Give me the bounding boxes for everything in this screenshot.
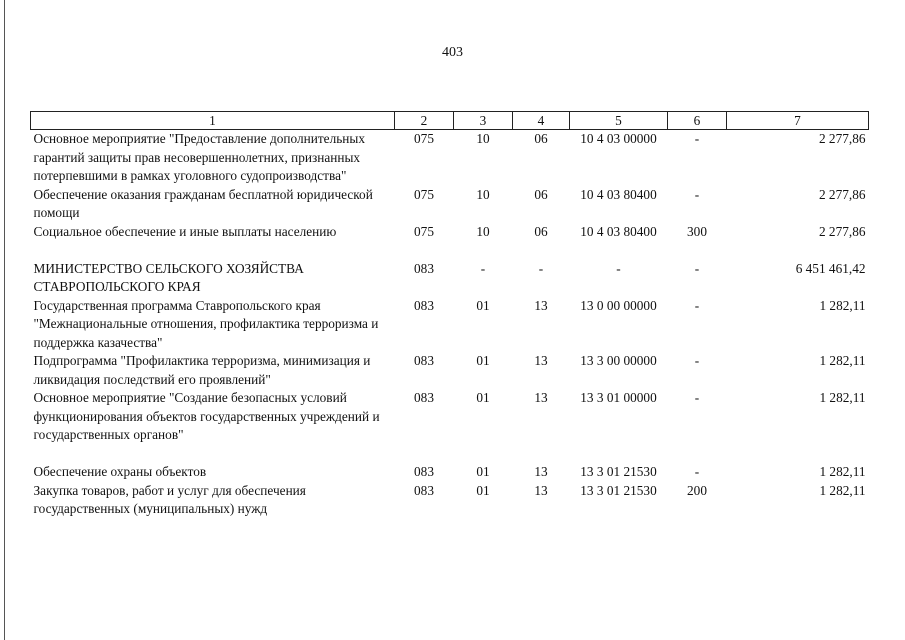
row-target-code: 10 4 03 80400: [580, 223, 657, 239]
row-amount: 1 282,11: [819, 464, 866, 479]
row-subsection-code: 06: [534, 131, 548, 146]
row-spacer: [31, 445, 869, 464]
row-expense-type: -: [694, 390, 700, 405]
row-subsection-code: 13: [534, 353, 548, 368]
row-subsection-code: 06: [534, 223, 548, 239]
row-name: МИНИСТЕРСТВО СЕЛЬСКОГО ХОЗЯЙСТВА СТАВРОПОЛЬСКОГО КРАЯ: [33, 260, 304, 294]
row-subsection-code: -: [538, 260, 544, 276]
row-target-code: 13 3 01 21530: [580, 464, 657, 479]
row-section-code: 10: [476, 131, 490, 146]
row-expense-type: 300: [687, 223, 707, 239]
row-target-code: 10 4 03 00000: [580, 131, 657, 146]
row-amount: 1 282,11: [819, 353, 866, 368]
row-amount: 1 282,11: [819, 297, 866, 313]
table-row: [31, 186, 869, 223]
table-row: [31, 297, 869, 353]
row-section-code: 10: [476, 223, 490, 239]
row-ved-code: 083: [414, 464, 434, 479]
table-row: [31, 352, 869, 389]
row-subsection-code: 13: [534, 390, 548, 405]
table-row: [31, 389, 869, 445]
row-amount: 1 282,11: [819, 482, 866, 498]
row-ved-code: 083: [414, 297, 434, 313]
row-ved-code: 083: [414, 390, 434, 405]
header-col-5: 5: [570, 112, 668, 130]
row-amount: 2 277,86: [818, 131, 866, 146]
row-target-code: 13 0 00 00000: [580, 297, 657, 313]
row-ved-code: 083: [414, 353, 434, 368]
table-row: [31, 463, 869, 482]
row-section-code: 01: [476, 390, 490, 405]
row-ved-code: 075: [414, 131, 434, 146]
table-header: [31, 112, 869, 130]
table-body: [31, 130, 869, 519]
budget-table: [30, 111, 869, 519]
header-row: [31, 112, 869, 130]
row-ved-code: 075: [414, 186, 434, 202]
row-name: Обеспечение охраны объектов: [33, 464, 207, 479]
row-target-code: 13 3 00 00000: [580, 353, 657, 368]
spacer-cell: [31, 241, 869, 260]
page-left-edge: [4, 0, 5, 640]
row-name: Подпрограмма "Профилактика терроризма, минимизация и ликвидация последствий его проявлений": [33, 353, 371, 387]
row-name: Государственная программа Ставропольского края "Межнациональные отношения, профилактика терроризма и поддержка казачества": [33, 297, 379, 350]
row-name: Основное мероприятие "Создание безопасных условий функционирования объектов государственных учреждений и государственных органов": [33, 390, 380, 442]
header-col-7: 7: [727, 112, 869, 130]
table-row: [31, 260, 869, 297]
row-expense-type: -: [694, 260, 700, 276]
page-number: 403: [442, 45, 463, 60]
row-ved-code: 083: [414, 260, 434, 276]
spacer-cell: [31, 445, 869, 464]
row-ved-code: 083: [414, 482, 434, 498]
header-col-2: 2: [395, 112, 454, 130]
row-target-code: 13 3 01 21530: [580, 482, 657, 498]
row-target-code: -: [616, 260, 621, 276]
row-subsection-code: 06: [534, 186, 548, 202]
header-col-3: 3: [454, 112, 513, 130]
row-target-code: 13 3 01 00000: [580, 390, 657, 405]
table-row: [31, 482, 869, 519]
row-section-code: 01: [476, 464, 490, 479]
table-row: [31, 130, 869, 186]
row-name: Социальное обеспечение и иные выплаты населению: [33, 223, 337, 239]
row-amount: 1 282,11: [819, 390, 866, 405]
row-section-code: 01: [476, 297, 490, 313]
row-name: Закупка товаров, работ и услуг для обеспечения государственных (муниципальных) нужд: [33, 482, 306, 516]
row-expense-type: -: [694, 353, 700, 368]
row-spacer: [31, 241, 869, 260]
row-subsection-code: 13: [534, 297, 548, 313]
row-target-code: 10 4 03 80400: [580, 186, 657, 202]
table-row: [31, 223, 869, 242]
row-amount: 6 451 461,42: [795, 260, 866, 276]
row-expense-type: -: [694, 186, 700, 202]
row-expense-type: -: [694, 464, 700, 479]
row-section-code: 01: [476, 482, 490, 498]
row-amount: 2 277,86: [818, 186, 866, 202]
row-expense-type: -: [694, 131, 700, 146]
row-amount: 2 277,86: [818, 223, 866, 239]
row-section-code: 01: [476, 353, 490, 368]
row-subsection-code: 13: [534, 482, 548, 498]
header-col-1: 1: [31, 112, 395, 130]
header-col-4: 4: [513, 112, 570, 130]
row-expense-type: -: [694, 297, 700, 313]
row-section-code: 10: [476, 186, 490, 202]
row-name: Основное мероприятие "Предоставление дополнительных гарантий защиты прав несовершеннолетних, признанных потерпевшими в рамках уголовного судопроизводства": [33, 131, 365, 183]
row-ved-code: 075: [414, 223, 434, 239]
header-col-6: 6: [668, 112, 727, 130]
row-section-code: -: [480, 260, 486, 276]
row-expense-type: 200: [687, 482, 707, 498]
row-name: Обеспечение оказания гражданам бесплатной юридической помощи: [33, 186, 373, 220]
row-subsection-code: 13: [534, 464, 548, 479]
